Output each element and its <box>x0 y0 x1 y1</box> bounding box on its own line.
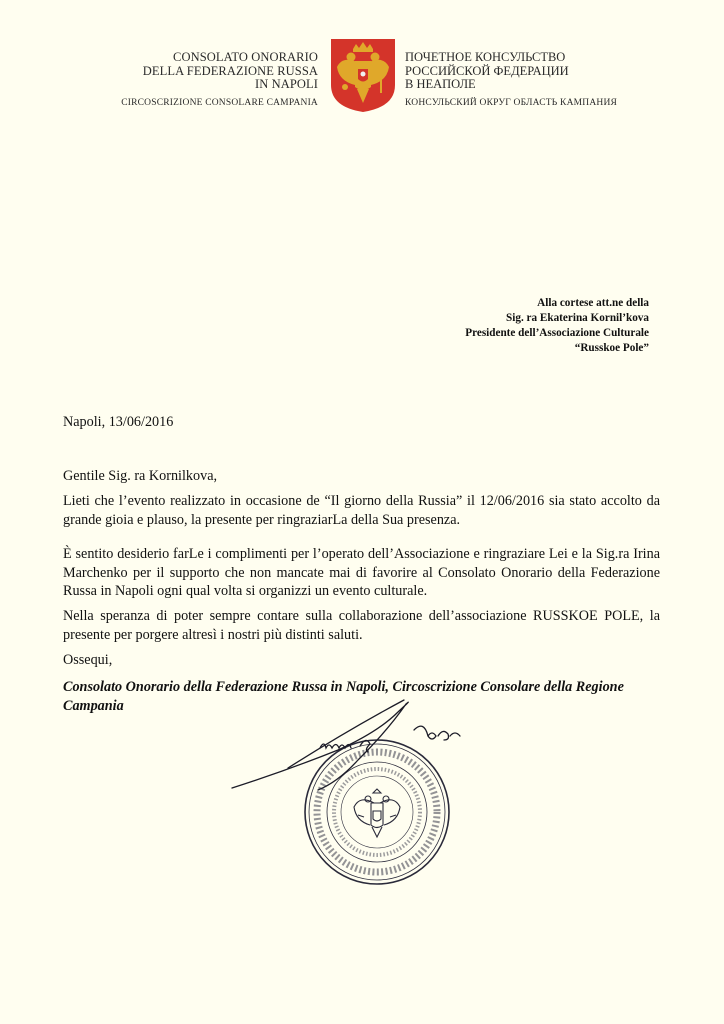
letterhead-russian <box>405 51 617 110</box>
letter-paragraph-2: È sentito desiderio farLe i complimenti per l’operato dell’Associazione e ringraziare Lei e la Sig.ra Irina Marchenko per il supporto che non mancate mai di favorire al Consolato Onorario della Federazione Russa in Napoli ogni qual volta si organizzi un evento culturale. <box>63 546 660 599</box>
letterhead-ru-line3: В НЕАПОЛЕ <box>405 77 476 91</box>
letterhead-it-line2: DELLA FEDERAZIONE RUSSA <box>142 63 318 78</box>
letter-greeting: Gentile Sig. ra Kornilkova, <box>63 468 218 484</box>
letterhead-ru-line1: ПОЧЕТНОЕ КОНСУЛЬСТВО <box>405 50 566 64</box>
letterhead-it-line1: CONSOLATO ONORARIO <box>173 50 318 64</box>
letterhead-italian <box>121 51 318 110</box>
letter-date: Napoli, 13/06/2016 <box>63 414 174 430</box>
letter-paragraph-3: Nella speranza di poter sempre contare sulla collaborazione dell’associazione RUSSKOE POLE, la presente per porgere altresì i nostri più distinti saluti. <box>63 608 660 643</box>
addressee-line1: Alla cortese att.ne della <box>537 297 649 309</box>
addressee-line3: Presidente dell’Associazione Culturale <box>465 327 649 339</box>
addressee-block <box>465 296 649 356</box>
letter-closing: Ossequi, <box>63 652 113 668</box>
letterhead-it-line3: IN NAPOLI <box>254 77 318 91</box>
handwritten-signature-icon <box>228 690 488 800</box>
letter-paragraph-1: Lieti che l’evento realizzato in occasione de “Il giorno della Russia” il 12/06/2016 sia stato accolto da grande gioia e plauso, la presente per ringraziarLa della Sua presenza. <box>63 493 660 528</box>
addressee-line4: “Russkoe Pole” <box>574 342 649 354</box>
letterhead-ru-sub: КОНСУЛЬСКИЙ ОКРУГ ОБЛАСТЬ КАМПАНИЯ <box>405 97 618 108</box>
addressee-line2: Sig. ra Ekaterina Kornil’kova <box>506 312 649 324</box>
russian-coat-of-arms-icon <box>329 37 397 113</box>
letter-signer: Consolato Onorario della Federazione Russa in Napoli, Circoscrizione Consolare della Regione Campania <box>63 679 624 714</box>
letterhead-it-sub: CIRCOSCRIZIONE CONSOLARE CAMPANIA <box>121 97 318 108</box>
letterhead-ru-line2: РОССИЙСКОЙ ФЕДЕРАЦИИ <box>405 63 569 78</box>
